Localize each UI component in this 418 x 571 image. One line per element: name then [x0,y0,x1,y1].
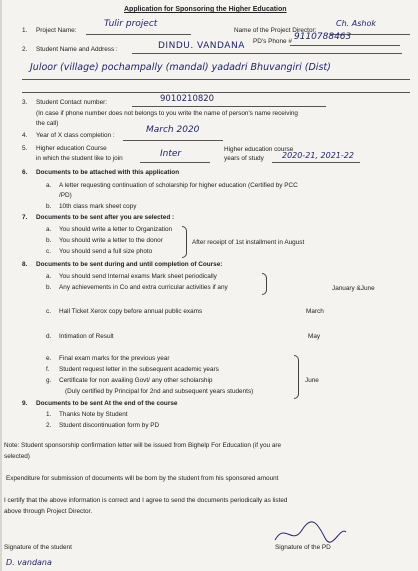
list-mark: b. [46,237,52,244]
list-item: (Duly certified by Principal for 2nd and subsequent years students) [65,388,254,395]
item-number: 9. [22,400,28,407]
brace [262,273,267,295]
course-value: Inter [160,149,182,159]
schedule-january-june: January &June [332,285,375,292]
director-label: Name of the Project Director: [234,27,317,34]
section-7-note: After receipt of 1st installment in August [192,239,305,246]
list-item: Hall Ticket Xerox copy before annual public exams [59,308,203,315]
list-mark: f. [46,366,50,373]
list-mark: a. [46,226,52,233]
pd-signature-label: Signature of the PD [275,544,331,551]
item-number: 8. [22,261,28,268]
list-mark: a. [46,182,52,189]
list-mark: b. [46,284,52,291]
course-label: Higher education Course [36,145,107,152]
list-item: Certificate for non availing Govt/ any other scholarship [59,377,213,384]
certify-text-2: above through Project Director. [4,508,93,515]
list-item: 10th class mark sheet copy [59,203,137,210]
student-name-value: DINDU. VANDANA [158,41,245,51]
list-item: Student discontinuation form by PD [59,422,160,429]
contact-label: Student Contact number: [36,99,108,106]
pd-signature-scribble [270,520,350,546]
section-7-heading: Documents to be sent after you are selected : [36,214,175,221]
student-label: Student Name and Address : [36,46,118,53]
contact-note: (In case if phone number does not belongs to you write the name of person's name receiving [36,110,298,117]
list-item: You should write a letter to the donor [59,237,163,244]
page-title: Application for Sponsoring the Higher Education [124,6,287,13]
student-name-line [132,53,402,54]
item-number: 4. [22,132,28,139]
section-8-heading: Documents to be sent during and until completion of Course: [36,261,223,268]
certify-text: I certify that the above information is correct and I agree to send the documents periodically as listed [4,497,288,504]
item-number: 7. [22,214,28,221]
address-line [22,79,410,80]
completion-line [123,140,223,141]
list-item: Final exam marks for the previous year [59,355,170,362]
course-label-2: in which the student like to join [36,155,123,162]
list-item: You should send Internal exams Mark sheet periodically [59,273,217,280]
item-number: 1. [22,27,28,34]
list-mark: 2. [46,422,52,429]
project-name-value: Tulir project [104,19,158,29]
brace [182,226,187,258]
item-number: 6. [22,169,28,176]
schedule-june: June [305,377,319,384]
contact-note-2: the call) [36,120,59,127]
project-name-label: Project Name: [36,27,77,34]
list-mark: c. [46,248,51,255]
item-number: 5. [22,145,28,152]
list-item: /PD) [59,192,72,199]
contact-line [132,106,326,107]
address-line-2 [22,92,410,93]
student-signature-value: D. vandana [6,558,52,567]
scan-edge [0,0,2,571]
list-mark: e. [46,355,52,362]
list-mark: d. [46,333,52,340]
list-mark: a. [46,273,52,280]
list-mark: 1. [46,411,52,418]
student-signature-label: Signature of the student [4,544,72,551]
item-number: 3. [22,99,28,106]
years-label-2: years of study [224,155,264,162]
pd-phone-value: 9110788463 [294,32,352,42]
item-number: 2. [22,46,28,53]
pd-phone-label: PD's Phone # [253,38,292,45]
list-item: Student request letter in the subsequent academic years [59,366,219,373]
list-item: You should write a letter to Organization [59,226,173,233]
brace [294,355,299,399]
expenditure-text: Expenditure for submission of documents will be born by the student from his sponsored amount [6,475,279,482]
contact-value: 9010210820 [160,94,215,104]
list-item: A letter requesting continuation of scholarship for higher education (Certified by PCC [59,182,298,189]
section-9-heading: Documents to be sent At the end of the course [36,400,178,407]
list-mark: b. [46,203,52,210]
list-mark: c. [46,308,51,315]
section-6-heading: Documents to be attached with this application [36,169,180,176]
years-line [272,162,360,163]
schedule-may: May [308,333,321,340]
list-item: Any achievements in Co and extra curricular activities if any [59,284,228,291]
list-item: You should send a full size photo [59,248,153,255]
pd-phone-line [290,45,400,46]
director-value: Ch. Ashok [336,19,376,28]
completion-label: Year of X class completion : [36,132,115,139]
note-text: Note: Student sponsorship confirmation letter will be issued from Bighelp For Education (if you are [4,442,282,449]
completion-value: March 2020 [146,125,200,135]
years-label: Higher education course [224,146,294,153]
project-name-line [86,34,191,35]
list-mark: g. [46,377,52,384]
course-line [140,162,210,163]
list-item: Thanks Note by Student [59,411,128,418]
list-item: Intimation of Result [59,333,114,340]
schedule-march: March [306,308,324,315]
address-value: Juloor (village) pochampally (mandal) yadadri Bhuvangiri (Dist) [30,62,331,73]
years-value: 2020-21, 2021-22 [282,151,354,160]
note-text-2: selected) [4,453,30,460]
